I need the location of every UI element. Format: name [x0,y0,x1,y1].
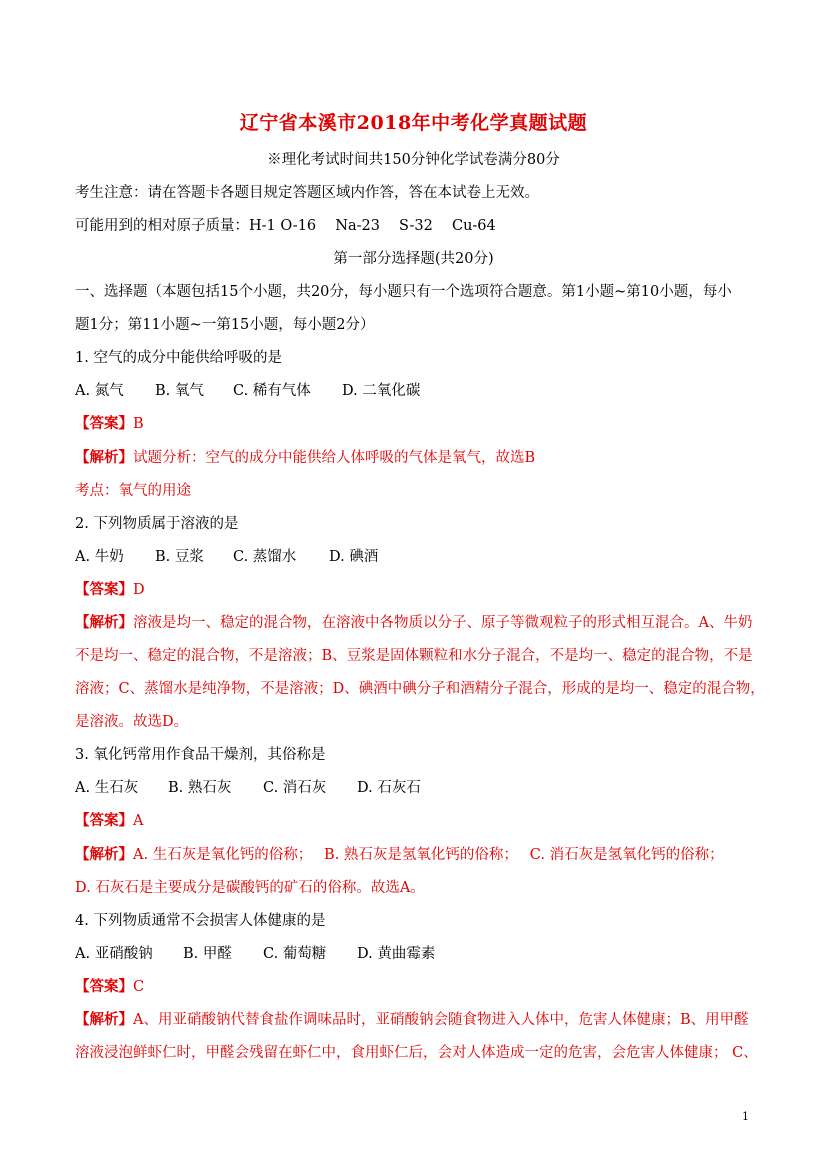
candidate-notice: 考生注意：请在答题卡各题目规定答题区域内作答，答在本试卷上无效。 [75,185,539,201]
analysis-text-line: 不是均一、稳定的混合物，不是溶液；B、豆浆是固体颗粒和水分子混合，不是均一、稳定的混合物，不是 [75,648,753,664]
page-title: 辽宁省本溪市2018年中考化学真题试题 [239,112,588,134]
question-stem: 2. 下列物质属于溶液的是 [75,516,239,532]
answer-value: C [133,979,145,995]
analysis-text-line: 溶液浸泡鲜虾仁时，甲醛会残留在虾仁中，食用虾仁后，会对人体造成一定的危害，会危害人体健康； C、 [75,1045,758,1061]
analysis-text-line: 溶液；C、蒸馏水是纯净物，不是溶液；D、碘酒中碘分子和酒精分子混合，形成的是均一、稳定的混合物， [75,681,765,697]
analysis-text-line: 是溶液。故选D。 [75,714,189,730]
section-instructions-line1: 一、选择题（本题包括15个小题，共20分，每小题只有一个选项符合题意。第1小题~第10小题，每小 [75,284,732,300]
answer-line [75,580,765,600]
question-options [75,547,765,567]
analysis-text: A. 生石灰是氧化钙的俗称； B. 熟石灰是氢氧化钙的俗称； C. 消石灰是氢氧化钙的俗称； [133,847,724,863]
question-options [75,381,765,401]
part-title: 第一部分选择题(共20分) [333,251,494,267]
question-stem: 3. 氧化钙常用作食品干燥剂，其俗称是 [75,747,326,763]
analysis-tag: 【解析】 [75,1011,133,1028]
section-instructions-line2: 题1分；第11小题~一第15小题，每小题2分） [75,317,375,333]
answer-tag: 【答案】 [75,978,133,995]
analysis-tag: 【解析】 [75,614,133,631]
option-d: D. 二氧化碳 [342,383,421,399]
question-options [75,944,765,964]
question-stem: 1. 空气的成分中能供给呼吸的是 [75,350,282,366]
option-c: C. 稀有气体 [233,383,311,399]
analysis-text-line: D. 石灰石是主要成分是碳酸钙的矿石的俗称。故选A。 [75,880,425,896]
kaodian-note: 考点：氧气的用途 [75,483,191,499]
atomic-masses: 可能用到的相对原子质量：H-1 O-16 Na-23 S-32 Cu-64 [75,218,496,234]
option-c: C. 蒸馏水 [233,549,297,565]
question-stem: 4. 下列物质通常不会损害人体健康的是 [75,913,326,929]
option-b: B. 熟石灰 [168,780,232,796]
option-b: B. 氧气 [155,383,204,399]
analysis-tag: 【解析】 [75,449,133,466]
analysis-line [75,1010,765,1030]
answer-value: D [133,582,145,598]
answer-value: B [133,416,144,432]
answer-line [75,414,765,434]
exam-subtitle: ※理化考试时间共150分钟化学试卷满分80分 [267,152,560,168]
analysis-line [75,613,765,633]
option-b: B. 甲醛 [183,946,232,962]
option-c: C. 葡萄糖 [263,946,327,962]
answer-line [75,811,765,831]
option-a: A. 生石灰 [75,780,139,796]
option-d: D. 碘酒 [329,549,379,565]
answer-line [75,977,765,997]
option-a: A. 氮气 [75,383,124,399]
analysis-line [75,448,765,468]
option-c: C. 消石灰 [263,780,327,796]
answer-value: A [133,813,144,829]
option-a: A. 亚硝酸钠 [75,946,153,962]
answer-tag: 【答案】 [75,812,133,829]
option-d: D. 黄曲霉素 [357,946,436,962]
option-a: A. 牛奶 [75,549,124,565]
answer-tag: 【答案】 [75,581,133,598]
page-number: 1 [742,1110,749,1123]
option-d: D. 石灰石 [357,780,421,796]
analysis-text: 溶液是均一、稳定的混合物，在溶液中各物质以分子、原子等微观粒子的形式相互混合。A、牛奶 [133,615,753,631]
analysis-tag: 【解析】 [75,846,133,863]
answer-tag: 【答案】 [75,415,133,432]
question-options [75,778,765,798]
analysis-text: A、用亚硝酸钠代替食盐作调味品时，亚硝酸钠会随食物进入人体中，危害人体健康；B、用甲醛 [133,1012,749,1028]
analysis-text: 试题分析：空气的成分中能供给人体呼吸的气体是氧气，故选B [133,450,536,466]
option-b: B. 豆浆 [155,549,204,565]
analysis-line [75,845,765,865]
